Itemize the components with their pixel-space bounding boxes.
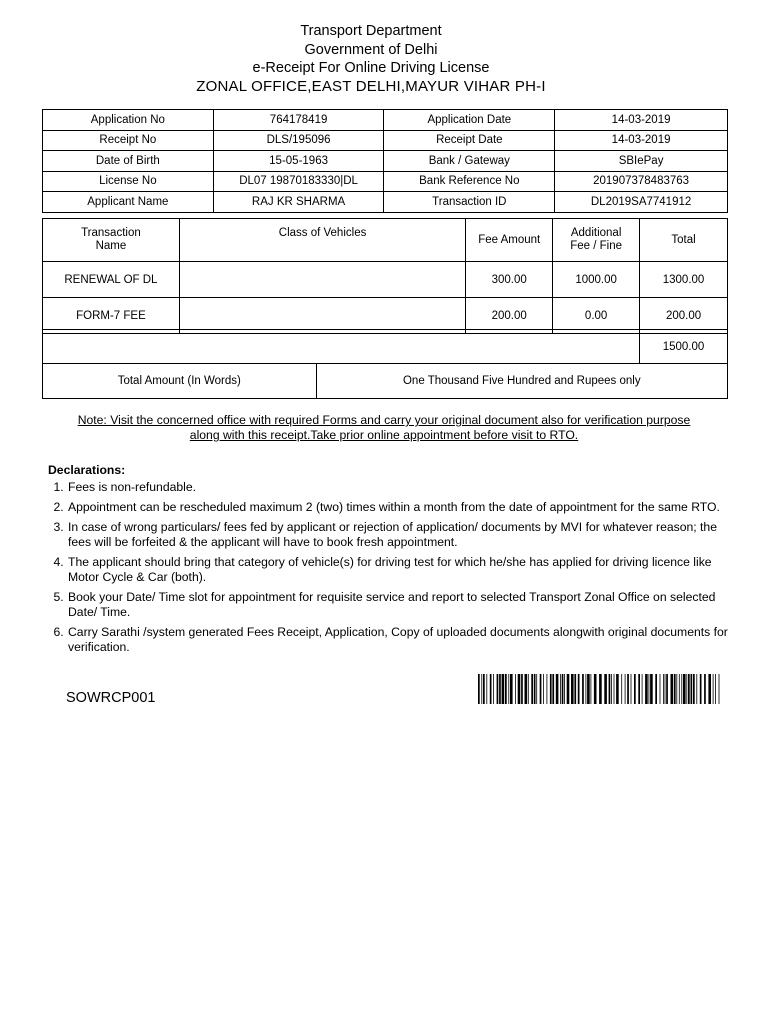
license-no-label: License No [43, 171, 214, 192]
department-title: Transport Department [300, 23, 442, 39]
bank-ref-value: 201907378483763 [555, 171, 728, 192]
receipt-no-label: Receipt No [43, 130, 214, 151]
list-item: 1. Fees is non-refundable. [67, 480, 738, 495]
declarations [48, 463, 738, 660]
verification-note [40, 413, 728, 443]
col-transaction-name-line1: Transaction [81, 227, 141, 239]
table-row [43, 151, 728, 172]
amount-in-words-value: One Thousand Five Hundred and Rupees only [316, 364, 727, 399]
receipt-title: e-Receipt For Online Driving License [252, 60, 490, 76]
col-fee-amount: Fee Amount [466, 219, 553, 262]
list-item: 4. The applicant should bring that category of vehicle(s) for driving test for which he/she has applied for driving licence like Motor Cycle & Car (both). [67, 555, 738, 585]
col-total: Total [640, 219, 728, 262]
row-total: 1300.00 [640, 262, 728, 298]
zonal-office-title: ZONAL OFFICE,EAST DELHI,MAYUR VIHAR PH-I [196, 77, 546, 95]
gateway-label: Bank / Gateway [384, 151, 555, 172]
row-total: 200.00 [640, 298, 728, 334]
application-no-label: Application No [43, 110, 214, 131]
fee-table [42, 218, 728, 334]
license-no-value: DL07 19870183330|DL [213, 171, 384, 192]
table-row [43, 110, 728, 131]
table-row [43, 171, 728, 192]
dob-value: 15-05-1963 [213, 151, 384, 172]
government-title: Government of Delhi [304, 41, 438, 58]
table-row [43, 364, 728, 399]
fee-amount: 200.00 [466, 298, 553, 334]
grand-total: 1500.00 [640, 330, 728, 364]
fee-amount: 300.00 [466, 262, 553, 298]
table-row [43, 192, 728, 213]
list-item: 5. Book your Date/ Time slot for appointment for requisite service and report to selected Transport Zonal Office on selected Date/ Time. [67, 590, 738, 620]
transaction-id-value: DL2019SA7741912 [555, 192, 728, 213]
transaction-name: FORM-7 FEE [43, 298, 180, 334]
declarations-list [48, 480, 738, 655]
table-row [43, 330, 728, 364]
table-header-row [43, 219, 728, 262]
transaction-name: RENEWAL OF DL [43, 262, 180, 298]
col-additional-line2: Fee / Fine [570, 240, 623, 252]
barcode-icon [478, 674, 720, 704]
list-item: 2. Appointment can be rescheduled maximum 2 (two) times within a month from the date of appointment for the same RTO. [67, 500, 738, 515]
list-item: 3. In case of wrong particulars/ fees fed by applicant or rejection of application/ documents by MVI for whatever reason; the fees will be forfeited & the applicant will have to book fresh appointment. [67, 520, 738, 550]
application-date-label: Application Date [384, 110, 555, 131]
additional-fee: 1000.00 [553, 262, 640, 298]
amount-in-words-table [42, 363, 728, 399]
receipt-date-label: Receipt Date [384, 130, 555, 151]
application-no-value: 764178419 [213, 110, 384, 131]
class-of-vehicles [179, 262, 465, 298]
list-item: 6. Carry Sarathi /system generated Fees Receipt, Application, Copy of uploaded documents alongwith original documents for verification. [67, 625, 738, 655]
col-class-of-vehicles: Class of Vehicles [179, 219, 465, 262]
col-additional-line1: Additional [570, 227, 622, 239]
applicant-info-table [42, 109, 728, 213]
note-line2: along with this receipt.Take prior online appointment before visit to RTO. [189, 428, 579, 442]
col-transaction-name-line2: Name [95, 240, 127, 252]
amount-in-words-label: Total Amount (In Words) [43, 364, 317, 399]
form-code: SOWRCP001 [66, 690, 156, 706]
note-line1: Note: Visit the concerned office with required Forms and carry your original document also for verification purpose [77, 413, 691, 427]
transaction-id-label: Transaction ID [384, 192, 555, 213]
col-additional-fee [553, 219, 640, 262]
applicant-name-label: Applicant Name [43, 192, 214, 213]
grand-total-table [42, 329, 728, 364]
col-transaction-name [43, 219, 180, 262]
dob-label: Date of Birth [43, 151, 214, 172]
additional-fee: 0.00 [553, 298, 640, 334]
declarations-title: Declarations: [48, 463, 126, 477]
receipt-no-value: DLS/195096 [213, 130, 384, 151]
application-date-value: 14-03-2019 [555, 110, 728, 131]
table-row [43, 262, 728, 298]
bank-ref-label: Bank Reference No [384, 171, 555, 192]
applicant-name-value: RAJ KR SHARMA [213, 192, 384, 213]
receipt-header [0, 22, 742, 96]
grand-total-spacer [43, 330, 640, 364]
receipt-date-value: 14-03-2019 [555, 130, 728, 151]
table-row [43, 130, 728, 151]
gateway-value: SBIePay [555, 151, 728, 172]
